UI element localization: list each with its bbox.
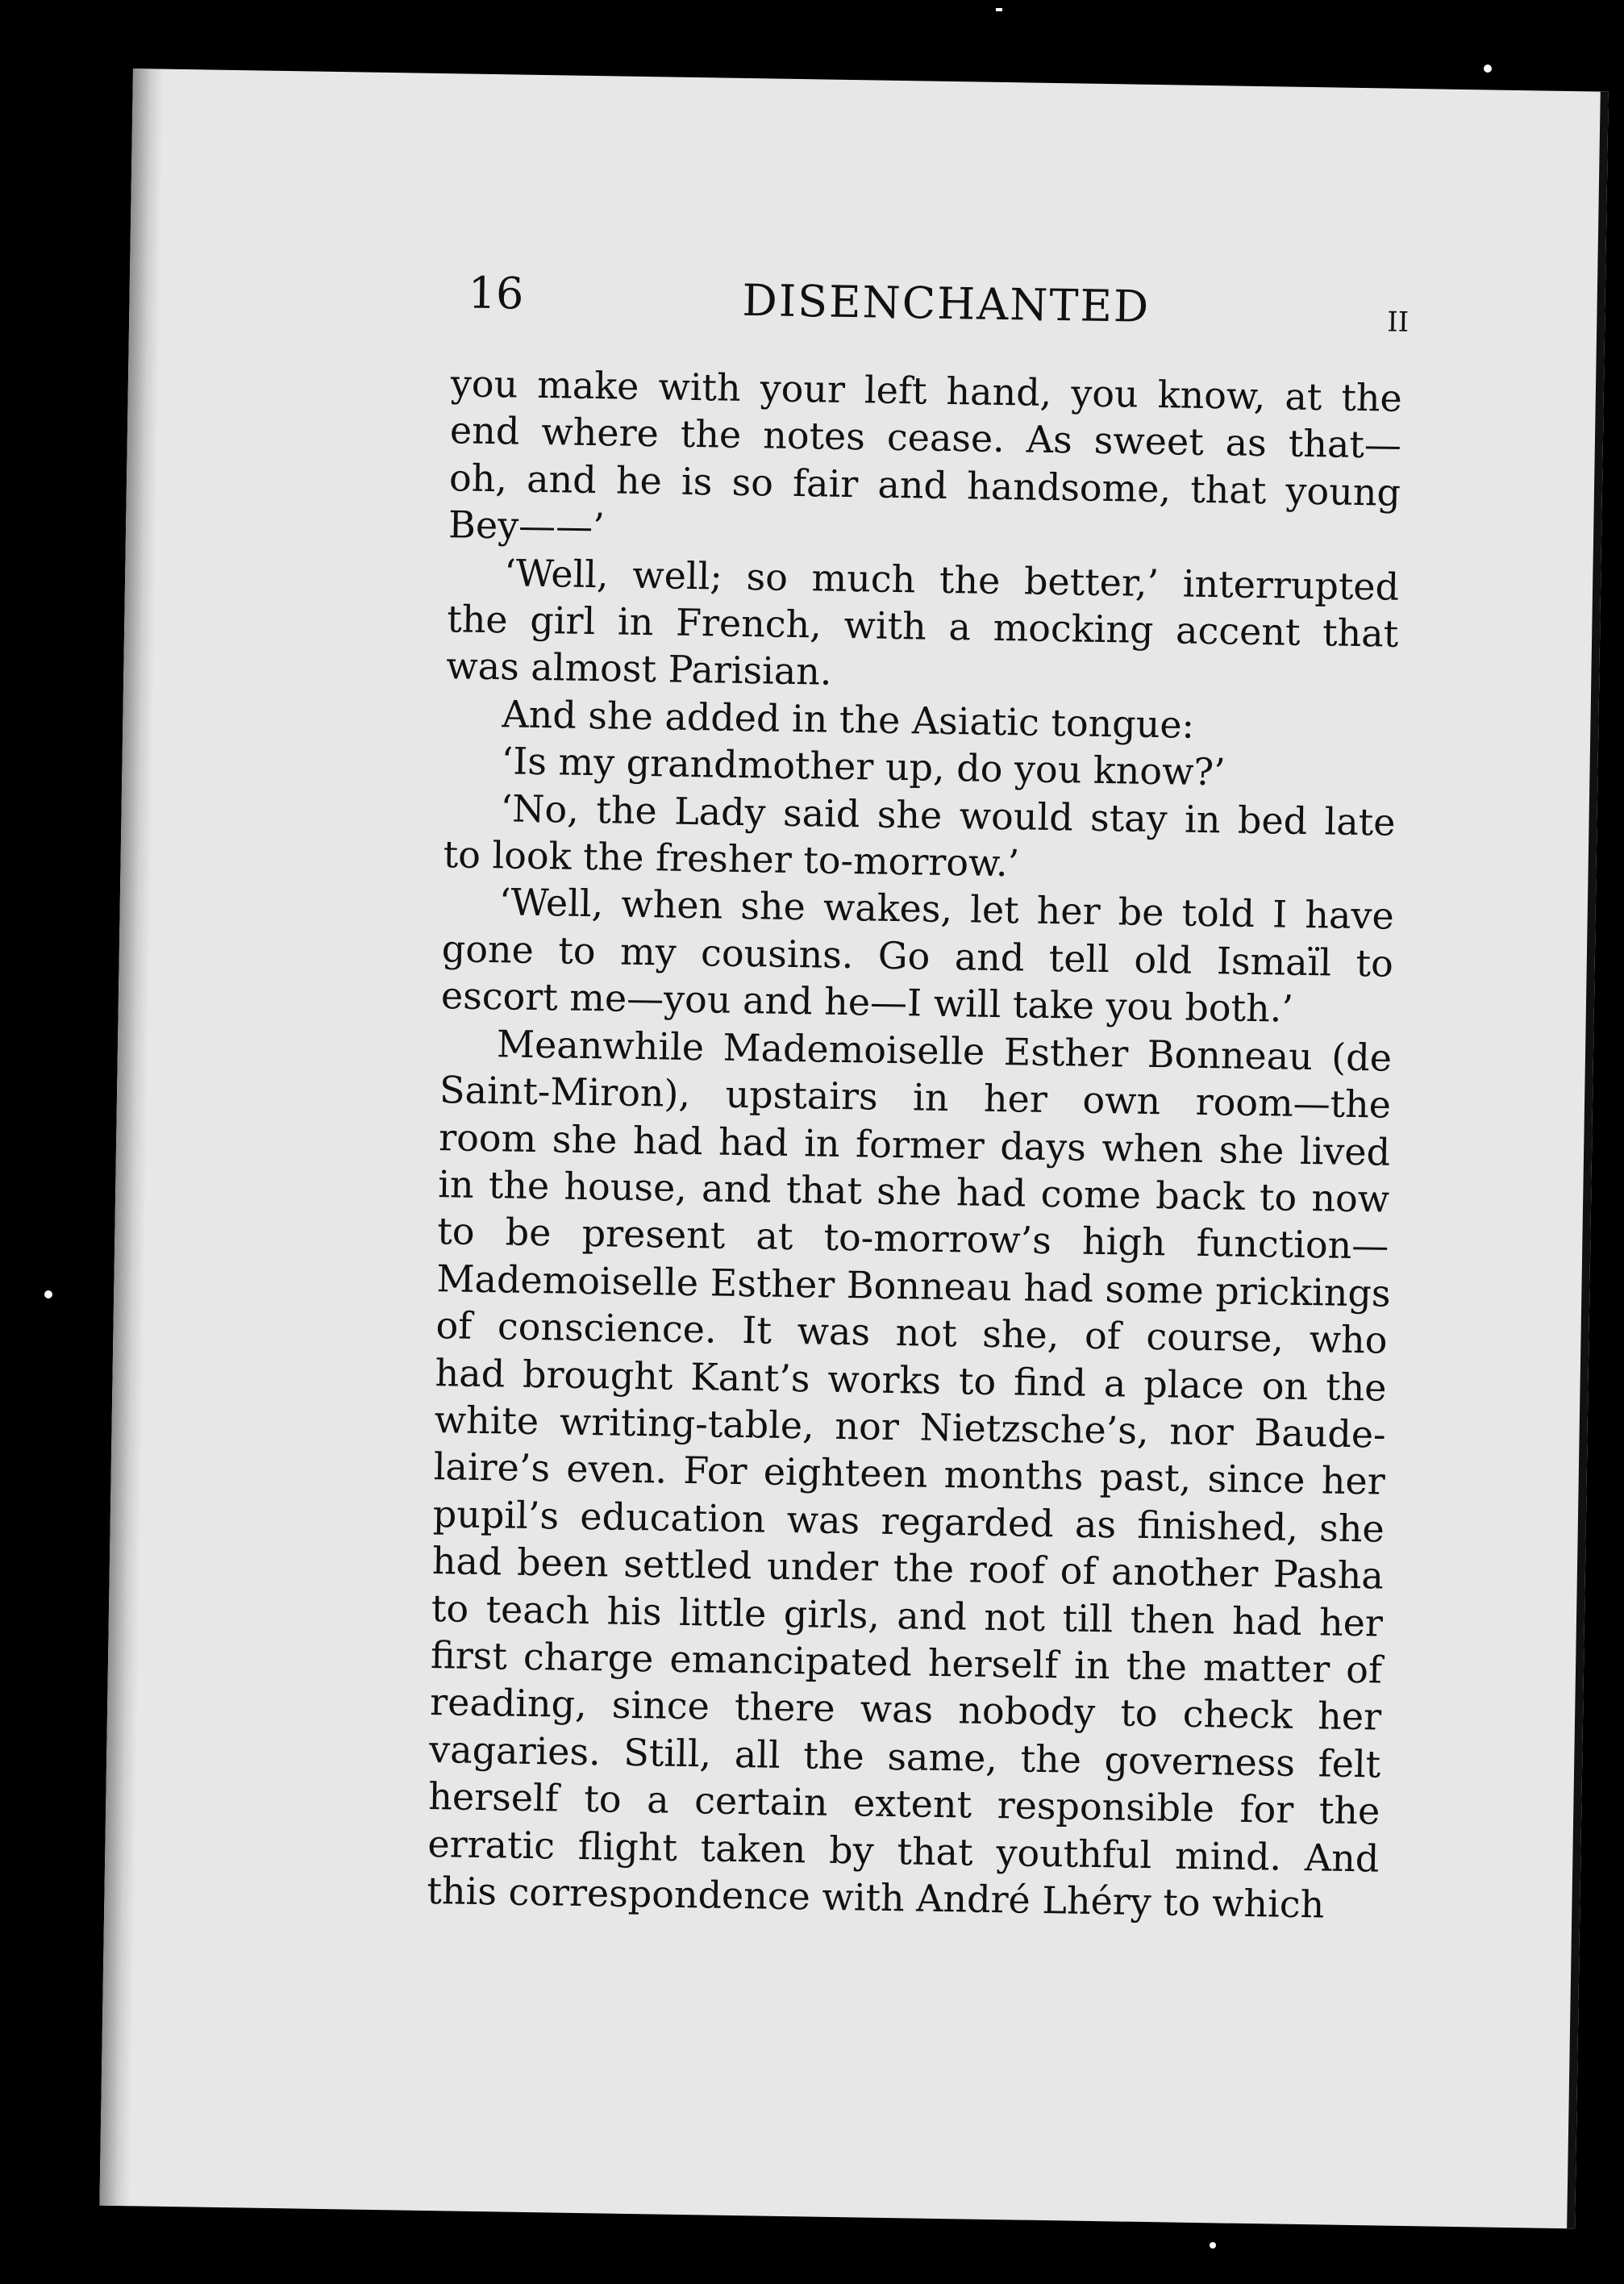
text-line: ‘Well, when she wakes, let her be told I have — [498, 880, 1395, 939]
text-line: end where the notes cease. As sweet as that— — [449, 408, 1402, 468]
text-line: And she added in the Asiatic tongue: — [502, 692, 1195, 747]
page-number: 16 — [468, 267, 524, 319]
text-line: to look the fresher to-morrow.’ — [443, 832, 1020, 886]
text-line: to teach his little girls, and not till then had her — [431, 1586, 1384, 1645]
text-line: had brought Kant’s works to find a place on the — [435, 1350, 1387, 1410]
text-line: was almost Parisian. — [445, 644, 832, 694]
text-line: this correspondence with André Lhéry to which — [427, 1869, 1325, 1927]
text-line: had been settled under the roof of another Pasha — [431, 1539, 1385, 1598]
text-line: to be present at to-morrow’s high function— — [436, 1209, 1389, 1268]
scan-speck — [1484, 65, 1492, 73]
text-line: Meanwhile Mademoiselle Esther Bonneau (de — [496, 1021, 1393, 1080]
page-edge — [1567, 92, 1609, 2229]
text-line: Bey——’ — [448, 502, 606, 549]
text-line: herself to a certain extent responsible for the — [427, 1774, 1380, 1833]
text-line: vagaries. Still, all the same, the governess felt — [428, 1727, 1381, 1786]
scan-speck — [1210, 2242, 1216, 2249]
text-line: ‘Is my grandmother up, do you know?’ — [501, 739, 1226, 794]
text-line: oh, and he is so fair and handsome, that young — [448, 456, 1401, 515]
running-title: DISENCHANTED — [742, 274, 1151, 332]
text-line: escort me—you and he—I will take you both.’ — [440, 973, 1294, 1032]
page-gutter-shadow — [99, 69, 164, 2206]
running-header — [468, 268, 1420, 356]
text-line: gone to my cousins. Go and tell old Ismaïl to — [441, 927, 1394, 986]
text-line: Mademoiselle Esther Bonneau had some prickings — [436, 1256, 1391, 1315]
scan-speck — [44, 1290, 52, 1298]
signature-mark: II — [1386, 306, 1410, 339]
text-line: first charge emancipated herself in the matter of — [430, 1633, 1383, 1692]
text-line: Saint-Miron), upstairs in her own room—the — [439, 1068, 1392, 1127]
text-line: ‘Well, well; so much the better,’ interrupted — [503, 550, 1400, 609]
text-line: reading, since there was nobody to check her — [429, 1680, 1382, 1739]
text-line: of conscience. It was not she, of course, who — [435, 1303, 1388, 1362]
text-line: room she had had in former days when she lived — [438, 1115, 1391, 1174]
text-line: ‘No, the Lady said she would stay in bed late — [500, 786, 1396, 844]
text-line: the girl in French, with a mocking accent that — [446, 597, 1399, 656]
text-line: in the house, and that she had come back to now — [437, 1162, 1390, 1221]
body-text — [427, 360, 1402, 1929]
text-line: you make with your left hand, you know, at the — [450, 361, 1403, 420]
book-page — [99, 69, 1608, 2228]
text-line: laire’s even. For eighteen months past, since her — [433, 1444, 1386, 1503]
text-line: white writing-table, nor Nietzsche’s, nor Baude- — [434, 1398, 1387, 1457]
text-line: erratic flight taken by that youthful mind. And — [427, 1821, 1380, 1881]
scan-speck — [996, 8, 1002, 11]
text-line: pupil’s education was regarded as finished, she — [432, 1491, 1385, 1551]
